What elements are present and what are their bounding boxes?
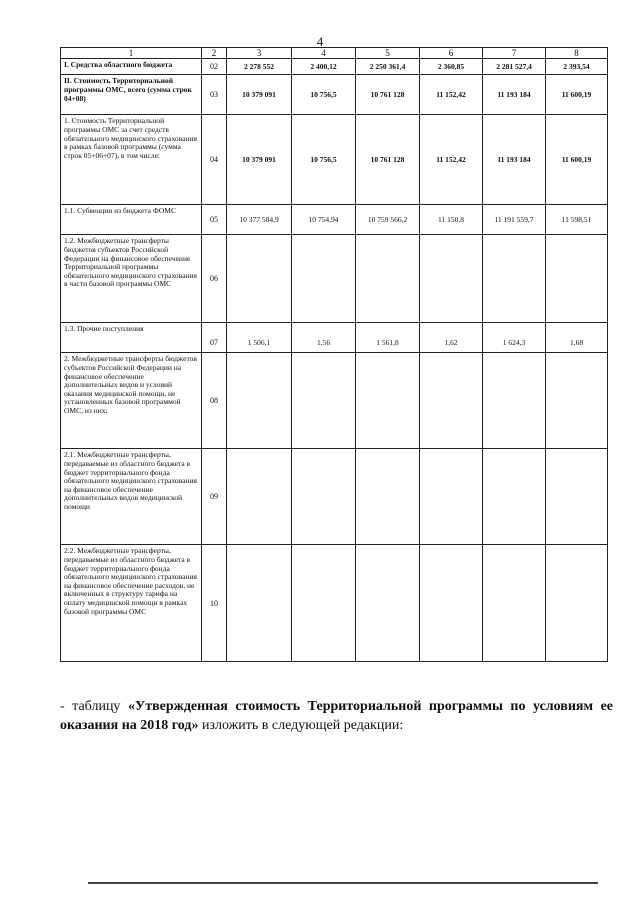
value-cell: [546, 449, 608, 545]
value-cell: 1 561,8: [356, 323, 420, 353]
value-cell: 2 281 527,4: [483, 59, 546, 75]
value-cell: [420, 353, 483, 449]
row-label: 2.2. Межбюджетные трансферты, передаваемые из областного бюджета в бюджет территориального фонда обязательного медицинского страхования на финансовое обеспечение расходов, не включенных в структуру тарифа на оплату медицинской помощи в рамках базовой программы ОМС: [61, 545, 202, 662]
value-cell: [483, 449, 546, 545]
table-row: [61, 545, 608, 662]
value-cell: [227, 449, 292, 545]
value-cell: 10 759 566,2: [356, 205, 420, 235]
row-label: 2. Межбюджетные трансферты бюджетов субъектов Российской Федерации на финансовое обеспечение дополнительных видов и условий оказания медицинской помощи, не установленных базовой программой ОМС, из них:: [61, 353, 202, 449]
value-cell: 10 761 128: [356, 115, 420, 205]
value-cell: [227, 235, 292, 323]
value-cell: 11 600,19: [546, 115, 608, 205]
value-cell: [292, 449, 356, 545]
value-cell: 10 754,94: [292, 205, 356, 235]
paragraph-suffix: изложить в следующей редакции:: [198, 718, 404, 733]
value-cell: [292, 235, 356, 323]
footer-divider: [88, 882, 598, 884]
value-cell: [420, 449, 483, 545]
value-cell: 10 761 128: [356, 75, 420, 115]
row-code: 07: [202, 323, 227, 353]
header-cell: 1: [61, 48, 202, 59]
row-label: 1.2. Межбюджетные трансферты бюджетов субъектов Российской Федерации на финансовое обеспечение Территориальной программы обязательного медицинского страхования в части базовой программы ОМС: [61, 235, 202, 323]
row-code: 06: [202, 235, 227, 323]
row-label: 1.1. Субвенции из бюджета ФОМС: [61, 205, 202, 235]
paragraph-prefix: - таблицу: [60, 699, 128, 714]
value-cell: [483, 545, 546, 662]
table-row: [61, 59, 608, 75]
table-header-row: [61, 48, 608, 59]
value-cell: 11 191 559,7: [483, 205, 546, 235]
header-cell: 3: [227, 48, 292, 59]
row-label: 1.3. Прочие поступления: [61, 323, 202, 353]
header-cell: 7: [483, 48, 546, 59]
row-label: II. Стоимость Территориальной программы ОМС, всего (сумма строк 04+08): [61, 75, 202, 115]
table-row: [61, 323, 608, 353]
table-row: [61, 205, 608, 235]
value-cell: 11 150,8: [420, 205, 483, 235]
row-code: 05: [202, 205, 227, 235]
value-cell: [356, 449, 420, 545]
value-cell: [227, 545, 292, 662]
value-cell: [292, 545, 356, 662]
row-code: 03: [202, 75, 227, 115]
table-row: [61, 235, 608, 323]
value-cell: [483, 235, 546, 323]
value-cell: [292, 353, 356, 449]
value-cell: 2 393,54: [546, 59, 608, 75]
row-code: 10: [202, 545, 227, 662]
value-cell: 10 379 091: [227, 115, 292, 205]
value-cell: [546, 545, 608, 662]
row-code: 09: [202, 449, 227, 545]
value-cell: 1,62: [420, 323, 483, 353]
value-cell: [546, 235, 608, 323]
page-number: 4: [316, 34, 324, 49]
table-row: [61, 449, 608, 545]
table-row: [61, 115, 608, 205]
row-label: 1. Стоимость Территориальной программы ОМС за счет средств обязательного медицинского страхования в рамках базовой программы (сумма строк 05+06+07), в том числе:: [61, 115, 202, 205]
value-cell: 11 598,51: [546, 205, 608, 235]
value-cell: 11 193 184: [483, 75, 546, 115]
value-cell: 1 506,1: [227, 323, 292, 353]
value-cell: 1 624,3: [483, 323, 546, 353]
header-cell: 4: [292, 48, 356, 59]
value-cell: 11 193 184: [483, 115, 546, 205]
row-code: 08: [202, 353, 227, 449]
value-cell: 2 360,85: [420, 59, 483, 75]
table-row: [61, 353, 608, 449]
header-cell: 8: [546, 48, 608, 59]
row-code: 04: [202, 115, 227, 205]
value-cell: [420, 545, 483, 662]
value-cell: 10 377 584,9: [227, 205, 292, 235]
value-cell: 1,68: [546, 323, 608, 353]
value-cell: [356, 353, 420, 449]
value-cell: [483, 353, 546, 449]
value-cell: [420, 235, 483, 323]
value-cell: 11 152,42: [420, 75, 483, 115]
row-label: I. Средства областного бюджета: [61, 59, 202, 75]
table-row: [61, 75, 608, 115]
value-cell: [227, 353, 292, 449]
value-cell: [546, 353, 608, 449]
budget-table: [60, 47, 608, 662]
value-cell: 10 756,5: [292, 115, 356, 205]
value-cell: 10 379 091: [227, 75, 292, 115]
value-cell: [356, 235, 420, 323]
value-cell: 1,56: [292, 323, 356, 353]
value-cell: 11 152,42: [420, 115, 483, 205]
paragraph-table-title: «Утвержденная стоимость Территориальной программы по условиям ее оказания на 2018 год»: [60, 699, 613, 733]
header-cell: 5: [356, 48, 420, 59]
header-cell: 2: [202, 48, 227, 59]
value-cell: 10 756,5: [292, 75, 356, 115]
value-cell: 11 600,19: [546, 75, 608, 115]
row-label: 2.1. Межбюджетные трансферты, передаваемые из областного бюджета в бюджет территориального фонда обязательного медицинского страхования на финансовое обеспечение дополнительных видов медицинской помощи: [61, 449, 202, 545]
row-code: 02: [202, 59, 227, 75]
instruction-paragraph: [60, 697, 613, 735]
value-cell: [356, 545, 420, 662]
value-cell: 2 278 552: [227, 59, 292, 75]
header-cell: 6: [420, 48, 483, 59]
value-cell: 2 250 361,4: [356, 59, 420, 75]
value-cell: 2 400,12: [292, 59, 356, 75]
